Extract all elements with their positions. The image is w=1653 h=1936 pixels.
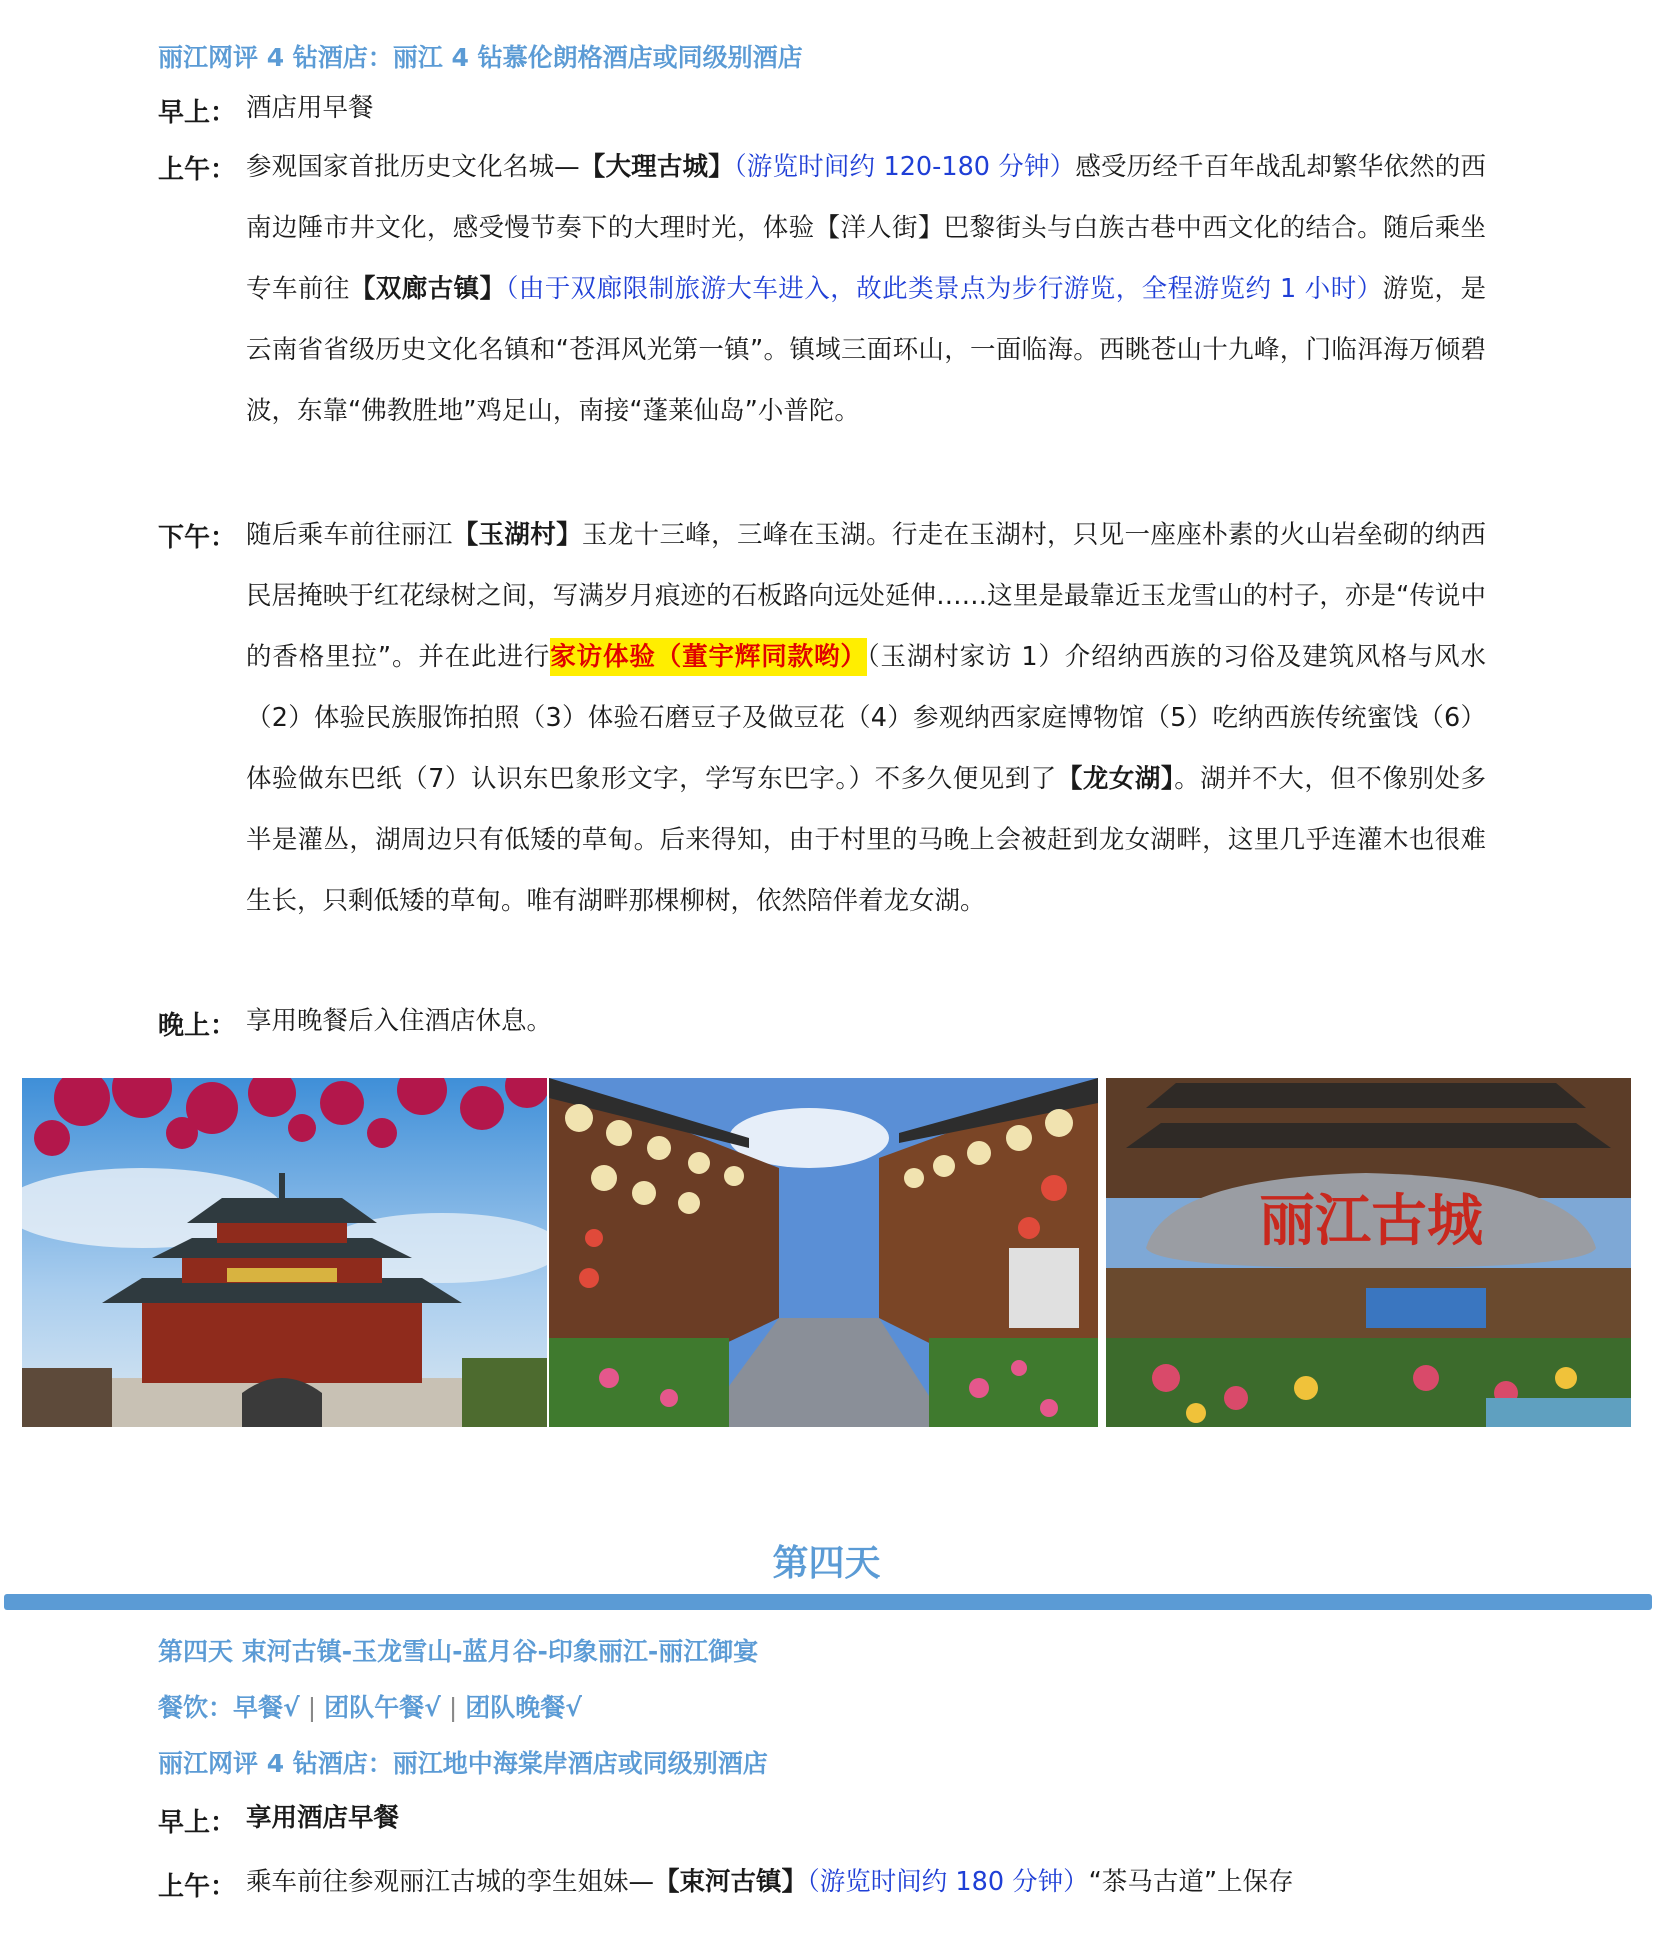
day4-divider-bar	[4, 1594, 1652, 1610]
sign-text: 丽江古城	[1259, 1188, 1483, 1254]
morning-text: 乘车前往参观丽江古城的孪生姐妹—【束河古镇】（游览时间约 180 分钟）“茶马古道”上保存	[246, 1867, 1294, 1897]
day3-breakfast-row	[158, 92, 1498, 126]
day3-hotel: 丽江网评 4 钻酒店：丽江 4 钻慕伦朗格酒店或同级别酒店	[158, 43, 803, 72]
photo-old-street-lanterns	[549, 1078, 1098, 1427]
photo-lijiang-old-town-sign	[1106, 1078, 1631, 1427]
morning-label: 上午：	[158, 155, 237, 185]
day4-route: 第四天 束河古镇-玉龙雪山-蓝月谷-印象丽江-丽江御宴	[158, 1637, 759, 1666]
afternoon-text: 随后乘车前往丽江【玉湖村】玉龙十三峰，三峰在玉湖。行走在玉湖村，只见一座座朴素的火山岩垒砌的纳西民居掩映于红花绿树之间，写满岁月痕迹的石板路向远处延伸……这里是最靠近玉龙雪山的村子，亦是“传说中的香格里拉”。并在此进行家访体验（董宇辉同款哟）（玉湖村家访 1）介绍纳西族的习俗及建筑风格与风水（2）体验民族服饰拍照（3）体验石磨豆子及做豆花（4）参观纳西家庭博物馆（5）吃纳西族传统蜜饯（6）体验做东巴纸（7）认识东巴象形文字，学写东巴字。）不多久便见到了【龙女湖】。湖并不大，但不像别处多半是灌丛，湖周边只有低矮的草甸。后来得知，由于村里的马晚上会被赶到龙女湖畔，这里几乎连灌木也很难生长，只剩低矮的草甸。唯有湖畔那棵柳树，依然陪伴着龙女湖。	[246, 520, 1486, 916]
day4-breakfast-row	[158, 1802, 1498, 1836]
day3-morning-row	[158, 137, 1498, 477]
breakfast-label: 早上：	[158, 1808, 237, 1838]
day4-hotel: 丽江网评 4 钻酒店：丽江地中海棠岸酒店或同级别酒店	[158, 1749, 768, 1778]
day4-title: 第四天	[772, 1543, 881, 1584]
afternoon-label: 下午：	[158, 523, 237, 553]
evening-label: 晚上：	[158, 1011, 237, 1041]
homestay-highlight: 家访体验（董宇辉同款哟）	[550, 638, 867, 676]
evening-text: 享用晚餐后入住酒店休息。	[246, 1006, 553, 1036]
morning-text: 参观国家首批历史文化名城—【大理古城】（游览时间约 120-180 分钟）感受历经千百年战乱却繁华依然的西南边陲市井文化，感受慢节奏下的大理时光，体验【洋人街】巴黎街头与白族古巷中西文化的结合。随后乘坐专车前往【双廊古镇】（由于双廊限制旅游大车进入，故此类景点为步行游览，全程游览约 1 小时）游览，是云南省省级历史文化名镇和“苍洱风光第一镇”。镇域三面环山，一面临海。西眺苍山十九峰，门临洱海万倾碧波，东靠“佛教胜地”鸡足山，南接“蓬莱仙岛”小普陀。	[246, 152, 1486, 426]
breakfast-text: 享用酒店早餐	[246, 1803, 400, 1833]
morning-label: 上午：	[158, 1872, 237, 1902]
breakfast-label: 早上：	[158, 98, 237, 128]
day3-afternoon-row	[158, 505, 1498, 985]
breakfast-text: 酒店用早餐	[246, 93, 374, 123]
day3-evening-row	[158, 1005, 1498, 1039]
day4-meals: 餐饮：早餐√ | 团队午餐√ | 团队晚餐√	[158, 1693, 582, 1722]
day4-morning-row	[158, 1866, 1498, 1900]
photo-dali-gate-tower	[22, 1078, 547, 1427]
